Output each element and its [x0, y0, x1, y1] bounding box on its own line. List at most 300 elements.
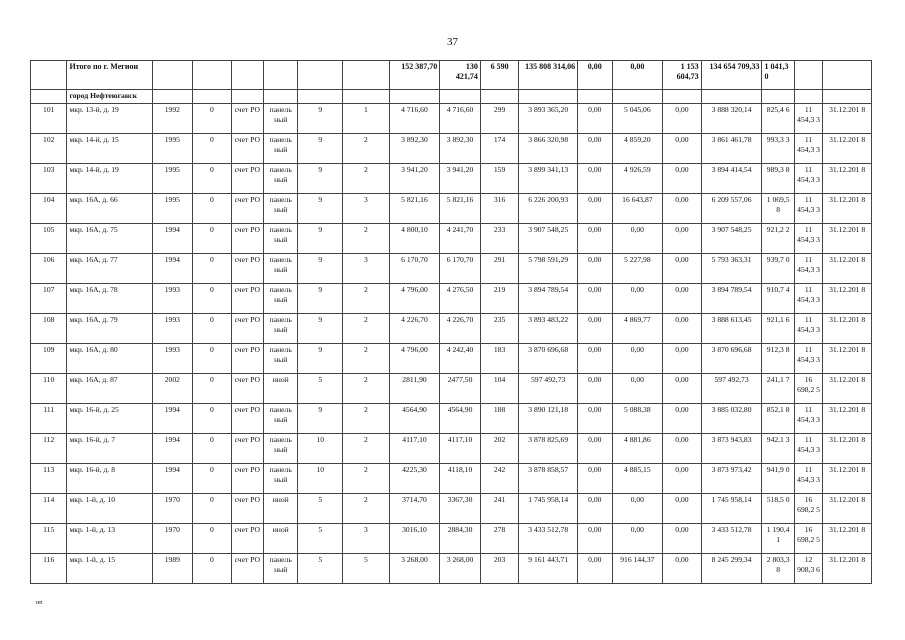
year-cell: 1993	[152, 314, 193, 344]
fund-municipal-cell: 0,00	[663, 224, 702, 254]
year-cell: 1994	[152, 434, 193, 464]
total-row	[31, 61, 872, 90]
entrances-cell: 2	[343, 374, 390, 404]
method-cell: счет РО	[231, 254, 263, 284]
fund-municipal-cell: 0,00	[663, 194, 702, 224]
limit-cost-cell: 11 454,3 3	[794, 104, 822, 134]
total-area-cell: 4 716,60	[389, 104, 440, 134]
cost-cell: 3 899 341,13	[519, 164, 578, 194]
zero-cell: 0	[193, 224, 232, 254]
entrances-cell: 3	[343, 194, 390, 224]
limit-cost-cell: 16 698,2 5	[794, 494, 822, 524]
fund-municipal-cell: 0,00	[663, 134, 702, 164]
total-area-cell: 3016,10	[389, 524, 440, 554]
wall-material-cell: панель ный	[264, 254, 298, 284]
cost-cell: 1 745 958,14	[519, 494, 578, 524]
unit-cost-cell: 2 803,3 8	[762, 554, 794, 584]
total-area-cell: 4 796,00	[389, 284, 440, 314]
floors-cell: 10	[298, 464, 343, 494]
fund-municipal-cell: 0,00	[663, 404, 702, 434]
living-area-cell: 5 821,16	[440, 194, 481, 224]
living-area-cell: 4 276,50	[440, 284, 481, 314]
fund-regional-cell: 4 885,15	[612, 464, 663, 494]
method-cell: счет РО	[231, 554, 263, 584]
fund-federal-cell: 0,00	[578, 494, 612, 524]
table-row	[31, 374, 872, 404]
row-number: 109	[31, 344, 67, 374]
zero-cell: 0	[193, 464, 232, 494]
wall-material-cell: панель ный	[264, 314, 298, 344]
fund-regional-cell: 0,00	[612, 494, 663, 524]
entrances-cell: 2	[343, 224, 390, 254]
unit-cost-cell: 825,4 6	[762, 104, 794, 134]
living-area-cell: 4564,90	[440, 404, 481, 434]
entrances-cell: 3	[343, 524, 390, 554]
fund-municipal-cell: 0,00	[663, 284, 702, 314]
deadline-cell: 31.12.201 8	[823, 284, 872, 314]
residents-cell: 159	[480, 164, 519, 194]
cost-cell: 3 878 858,57	[519, 464, 578, 494]
unit-cost-cell: 939,7 0	[762, 254, 794, 284]
method-cell: счет РО	[231, 134, 263, 164]
zero-cell: 0	[193, 374, 232, 404]
living-area-cell: 4117,10	[440, 434, 481, 464]
table-row	[31, 494, 872, 524]
residents-cell: 188	[480, 404, 519, 434]
limit-cost-cell: 11 454,3 3	[794, 344, 822, 374]
floors-cell: 9	[298, 404, 343, 434]
wall-material-cell: панель ный	[264, 464, 298, 494]
table-row	[31, 434, 872, 464]
cost-cell: 5 798 591,29	[519, 254, 578, 284]
row-number: 110	[31, 374, 67, 404]
fund-owners-cell: 3 894 789,54	[701, 284, 762, 314]
living-area-cell: 3 941,20	[440, 164, 481, 194]
total-area-cell: 3714,70	[389, 494, 440, 524]
method-cell: счет РО	[231, 224, 263, 254]
cost-cell: 3 866 320,98	[519, 134, 578, 164]
row-number: 108	[31, 314, 67, 344]
address-cell: мкр. 16-й, д. 25	[67, 404, 152, 434]
deadline-cell: 31.12.201 8	[823, 464, 872, 494]
cost-cell: 3 907 548,25	[519, 224, 578, 254]
deadline-cell: 31.12.201 8	[823, 554, 872, 584]
row-number: 101	[31, 104, 67, 134]
entrances-cell: 5	[343, 554, 390, 584]
deadline-cell: 31.12.201 8	[823, 164, 872, 194]
year-cell: 1993	[152, 344, 193, 374]
limit-cost-cell: 12 908,3 6	[794, 554, 822, 584]
cost-cell: 9 161 443,71	[519, 554, 578, 584]
address-cell: мкр. 16А, д. 66	[67, 194, 152, 224]
unit-cost-cell: 993,3 3	[762, 134, 794, 164]
unit-cost-cell: 910,7 4	[762, 284, 794, 314]
address-cell: мкр. 16А, д. 79	[67, 314, 152, 344]
residents-cell: 316	[480, 194, 519, 224]
address-cell: мкр. 16А, д. 78	[67, 284, 152, 314]
fund-municipal-cell: 0,00	[663, 374, 702, 404]
total-area-total: 152 387,70	[389, 61, 440, 90]
method-cell: счет РО	[231, 494, 263, 524]
fund-federal-cell: 0,00	[578, 554, 612, 584]
deadline-cell: 31.12.201 8	[823, 404, 872, 434]
limit-cost-cell: 11 454,3 3	[794, 164, 822, 194]
fund-owners-cell: 3 885 032,80	[701, 404, 762, 434]
unit-cost-cell: 1 069,5 8	[762, 194, 794, 224]
floors-cell: 9	[298, 164, 343, 194]
zero-cell: 0	[193, 164, 232, 194]
fund-municipal-cell: 0,00	[663, 494, 702, 524]
city-row	[31, 90, 872, 104]
address-cell: мкр. 13-й, д. 19	[67, 104, 152, 134]
residents-cell: 235	[480, 314, 519, 344]
table-row	[31, 464, 872, 494]
city-label: город Нефтеюганск	[67, 90, 152, 104]
address-cell: мкр. 16-й, д. 7	[67, 434, 152, 464]
fund-federal-cell: 0,00	[578, 314, 612, 344]
fund-owners-cell: 3 894 414,54	[701, 164, 762, 194]
fund-federal-cell: 0,00	[578, 344, 612, 374]
fund-federal-cell: 0,00	[578, 134, 612, 164]
residents-cell: 219	[480, 284, 519, 314]
cost-cell: 3 893 483,22	[519, 314, 578, 344]
table-row	[31, 554, 872, 584]
living-area-cell: 4118,10	[440, 464, 481, 494]
row-number: 106	[31, 254, 67, 284]
living-area-cell: 2884,30	[440, 524, 481, 554]
fund-regional-cell: 0,00	[612, 344, 663, 374]
total-area-cell: 4117,10	[389, 434, 440, 464]
year-cell: 1994	[152, 254, 193, 284]
unit-cost-cell: 921,1 6	[762, 314, 794, 344]
floors-cell: 9	[298, 134, 343, 164]
deadline-cell: 31.12.201 8	[823, 224, 872, 254]
table-row	[31, 254, 872, 284]
total-area-cell: 4564,90	[389, 404, 440, 434]
residents-cell: 104	[480, 374, 519, 404]
method-cell: счет РО	[231, 404, 263, 434]
floors-cell: 9	[298, 344, 343, 374]
total-area-cell: 4 226,70	[389, 314, 440, 344]
total-fund-regional: 0,00	[612, 61, 663, 90]
method-cell: счет РО	[231, 314, 263, 344]
residents-cell: 183	[480, 344, 519, 374]
total-area-cell: 3 268,00	[389, 554, 440, 584]
zero-cell: 0	[193, 314, 232, 344]
method-cell: счет РО	[231, 434, 263, 464]
fund-federal-cell: 0,00	[578, 254, 612, 284]
living-area-cell: 6 170,70	[440, 254, 481, 284]
fund-regional-cell: 0,00	[612, 374, 663, 404]
fund-regional-cell: 5 045,06	[612, 104, 663, 134]
wall-material-cell: панель ный	[264, 194, 298, 224]
unit-cost-cell: 942,1 3	[762, 434, 794, 464]
fund-federal-cell: 0,00	[578, 374, 612, 404]
limit-cost-cell: 11 454,3 3	[794, 194, 822, 224]
living-area-cell: 4 241,70	[440, 224, 481, 254]
fund-regional-cell: 0,00	[612, 284, 663, 314]
entrances-cell: 2	[343, 434, 390, 464]
total-area-cell: 6 170,70	[389, 254, 440, 284]
fund-owners-cell: 6 209 557,06	[701, 194, 762, 224]
total-area-cell: 3 941,20	[389, 164, 440, 194]
address-cell: мкр. 16А, д. 75	[67, 224, 152, 254]
table-row	[31, 314, 872, 344]
row-number: 113	[31, 464, 67, 494]
cost-cell: 597 492,73	[519, 374, 578, 404]
register-table	[30, 60, 872, 584]
zero-cell: 0	[193, 524, 232, 554]
total-fund-owners: 134 654 709,33	[701, 61, 762, 90]
row-number: 102	[31, 134, 67, 164]
address-cell: мкр. 16А, д. 77	[67, 254, 152, 284]
limit-cost-cell: 11 454,3 3	[794, 224, 822, 254]
residents-cell: 299	[480, 104, 519, 134]
unit-cost-cell: 852,1 8	[762, 404, 794, 434]
year-cell: 1994	[152, 464, 193, 494]
entrances-cell: 2	[343, 284, 390, 314]
residents-cell: 291	[480, 254, 519, 284]
entrances-cell: 2	[343, 404, 390, 434]
table-row	[31, 344, 872, 374]
year-cell: 1995	[152, 194, 193, 224]
living-area-cell: 2477,50	[440, 374, 481, 404]
table-row	[31, 224, 872, 254]
total-residents: 6 590	[480, 61, 519, 90]
row-number: 105	[31, 224, 67, 254]
limit-cost-cell: 11 454,3 3	[794, 404, 822, 434]
unit-cost-cell: 912,3 8	[762, 344, 794, 374]
fund-federal-cell: 0,00	[578, 224, 612, 254]
zero-cell: 0	[193, 104, 232, 134]
fund-regional-cell: 4 859,20	[612, 134, 663, 164]
deadline-cell: 31.12.201 8	[823, 374, 872, 404]
fund-regional-cell: 5 088,38	[612, 404, 663, 434]
entrances-cell: 2	[343, 134, 390, 164]
entrances-cell: 2	[343, 164, 390, 194]
year-cell: 1994	[152, 404, 193, 434]
floors-cell: 10	[298, 434, 343, 464]
fund-owners-cell: 3 433 512,78	[701, 524, 762, 554]
fund-federal-cell: 0,00	[578, 464, 612, 494]
row-number: 112	[31, 434, 67, 464]
fund-owners-cell: 3 870 696,68	[701, 344, 762, 374]
living-area-cell: 4 242,40	[440, 344, 481, 374]
row-number: 116	[31, 554, 67, 584]
fund-owners-cell: 3 873 943,83	[701, 434, 762, 464]
deadline-cell: 31.12.201 8	[823, 134, 872, 164]
residents-cell: 241	[480, 494, 519, 524]
wall-material-cell: панель ный	[264, 404, 298, 434]
fund-owners-cell: 3 907 548,25	[701, 224, 762, 254]
address-cell: мкр. 1-й, д. 13	[67, 524, 152, 554]
deadline-cell: 31.12.201 8	[823, 194, 872, 224]
table-row	[31, 164, 872, 194]
total-area-cell: 3 892,30	[389, 134, 440, 164]
zero-cell: 0	[193, 284, 232, 314]
fund-municipal-cell: 0,00	[663, 104, 702, 134]
total-area-cell: 5 821,16	[389, 194, 440, 224]
residents-cell: 203	[480, 554, 519, 584]
deadline-cell: 31.12.201 8	[823, 344, 872, 374]
deadline-cell: 31.12.201 8	[823, 524, 872, 554]
fund-municipal-cell: 0,00	[663, 164, 702, 194]
deadline-cell: 31.12.201 8	[823, 314, 872, 344]
wall-material-cell: иной	[264, 524, 298, 554]
cost-cell: 3 893 365,20	[519, 104, 578, 134]
limit-cost-cell: 11 454,3 3	[794, 254, 822, 284]
deadline-cell: 31.12.201 8	[823, 494, 872, 524]
row-number: 104	[31, 194, 67, 224]
address-cell: мкр. 1-й, д. 10	[67, 494, 152, 524]
wall-material-cell: панель ный	[264, 104, 298, 134]
fund-federal-cell: 0,00	[578, 104, 612, 134]
cost-cell: 3 870 696,68	[519, 344, 578, 374]
residents-cell: 242	[480, 464, 519, 494]
method-cell: счет РО	[231, 374, 263, 404]
entrances-cell: 2	[343, 344, 390, 374]
residents-cell: 233	[480, 224, 519, 254]
zero-cell: 0	[193, 254, 232, 284]
fund-federal-cell: 0,00	[578, 194, 612, 224]
wall-material-cell: иной	[264, 494, 298, 524]
limit-cost-cell: 11 454,3 3	[794, 134, 822, 164]
fund-regional-cell: 4 869,77	[612, 314, 663, 344]
table-row	[31, 194, 872, 224]
deadline-cell: 31.12.201 8	[823, 104, 872, 134]
wall-material-cell: панель ный	[264, 434, 298, 464]
floors-cell: 9	[298, 104, 343, 134]
fund-federal-cell: 0,00	[578, 524, 612, 554]
total-fund-municipal: 1 153 604,73	[663, 61, 702, 90]
cost-cell: 3 433 512,78	[519, 524, 578, 554]
floors-cell: 5	[298, 374, 343, 404]
row-number: 103	[31, 164, 67, 194]
unit-cost-cell: 518,5 0	[762, 494, 794, 524]
residents-cell: 278	[480, 524, 519, 554]
total-fund-federal: 0,00	[578, 61, 612, 90]
wall-material-cell: панель ный	[264, 284, 298, 314]
row-number: 111	[31, 404, 67, 434]
living-area-cell: 4 226,70	[440, 314, 481, 344]
floors-cell: 5	[298, 524, 343, 554]
total-label: Итого по г. Мегион	[67, 61, 152, 90]
cost-cell: 3 890 121,18	[519, 404, 578, 434]
unit-cost-cell: 1 190,4 1	[762, 524, 794, 554]
row-number: 114	[31, 494, 67, 524]
table-row	[31, 404, 872, 434]
residents-cell: 202	[480, 434, 519, 464]
fund-owners-cell: 1 745 958,14	[701, 494, 762, 524]
year-cell: 1992	[152, 104, 193, 134]
fund-owners-cell: 597 492,73	[701, 374, 762, 404]
floors-cell: 5	[298, 554, 343, 584]
fund-regional-cell: 5 227,98	[612, 254, 663, 284]
limit-cost-cell: 11 454,3 3	[794, 434, 822, 464]
table-row	[31, 134, 872, 164]
living-area-cell: 3 268,00	[440, 554, 481, 584]
limit-cost-cell: 11 454,3 3	[794, 314, 822, 344]
year-cell: 1995	[152, 134, 193, 164]
floors-cell: 9	[298, 284, 343, 314]
fund-regional-cell: 0,00	[612, 224, 663, 254]
fund-owners-cell: 5 793 363,31	[701, 254, 762, 284]
zero-cell: 0	[193, 554, 232, 584]
total-area-living: 130 421,74	[440, 61, 481, 90]
fund-owners-cell: 3 888 613,45	[701, 314, 762, 344]
entrances-cell: 2	[343, 314, 390, 344]
zero-cell: 0	[193, 434, 232, 464]
fund-municipal-cell: 0,00	[663, 524, 702, 554]
wall-material-cell: иной	[264, 374, 298, 404]
deadline-cell: 31.12.201 8	[823, 254, 872, 284]
residents-cell: 174	[480, 134, 519, 164]
fund-owners-cell: 8 245 299,34	[701, 554, 762, 584]
total-area-cell: 4225,30	[389, 464, 440, 494]
living-area-cell: 4 716,60	[440, 104, 481, 134]
address-cell: мкр. 14-й, д. 15	[67, 134, 152, 164]
cost-cell: 3 894 789,54	[519, 284, 578, 314]
unit-cost-cell: 241,1 7	[762, 374, 794, 404]
table-row	[31, 104, 872, 134]
wall-material-cell: панель ный	[264, 344, 298, 374]
limit-cost-cell: 16 698,2 5	[794, 524, 822, 554]
year-cell: 1993	[152, 284, 193, 314]
address-cell: мкр. 16А, д. 80	[67, 344, 152, 374]
entrances-cell: 2	[343, 494, 390, 524]
page-number: 37	[447, 36, 458, 48]
fund-regional-cell: 16 643,87	[612, 194, 663, 224]
fund-federal-cell: 0,00	[578, 404, 612, 434]
living-area-cell: 3367,30	[440, 494, 481, 524]
fund-municipal-cell: 0,00	[663, 344, 702, 374]
fund-municipal-cell: 0,00	[663, 554, 702, 584]
floors-cell: 9	[298, 314, 343, 344]
fund-municipal-cell: 0,00	[663, 314, 702, 344]
row-number: 107	[31, 284, 67, 314]
fund-owners-cell: 3 861 461,78	[701, 134, 762, 164]
table-row	[31, 524, 872, 554]
fund-municipal-cell: 0,00	[663, 254, 702, 284]
total-area-cell: 4 800,10	[389, 224, 440, 254]
wall-material-cell: панель ный	[264, 554, 298, 584]
wall-material-cell: панель ный	[264, 134, 298, 164]
method-cell: счет РО	[231, 524, 263, 554]
total-area-cell: 4 796,00	[389, 344, 440, 374]
address-cell: мкр. 1-й, д. 15	[67, 554, 152, 584]
fund-regional-cell: 4 926,59	[612, 164, 663, 194]
year-cell: 1989	[152, 554, 193, 584]
fund-regional-cell: 0,00	[612, 524, 663, 554]
method-cell: счет РО	[231, 104, 263, 134]
cost-cell: 3 878 825,69	[519, 434, 578, 464]
fund-municipal-cell: 0,00	[663, 434, 702, 464]
wall-material-cell: панель ный	[264, 224, 298, 254]
method-cell: счет РО	[231, 344, 263, 374]
footer-mark: нп	[36, 600, 43, 606]
address-cell: мкр. 16А, д. 87	[67, 374, 152, 404]
fund-owners-cell: 3 873 973,42	[701, 464, 762, 494]
address-cell: мкр. 14-й, д. 19	[67, 164, 152, 194]
floors-cell: 9	[298, 254, 343, 284]
wall-material-cell: панель ный	[264, 164, 298, 194]
row-number: 115	[31, 524, 67, 554]
fund-regional-cell: 916 144,37	[612, 554, 663, 584]
limit-cost-cell: 16 698,2 5	[794, 374, 822, 404]
year-cell: 1970	[152, 494, 193, 524]
total-unit-cost: 1 041,3 0	[762, 61, 794, 90]
fund-federal-cell: 0,00	[578, 434, 612, 464]
